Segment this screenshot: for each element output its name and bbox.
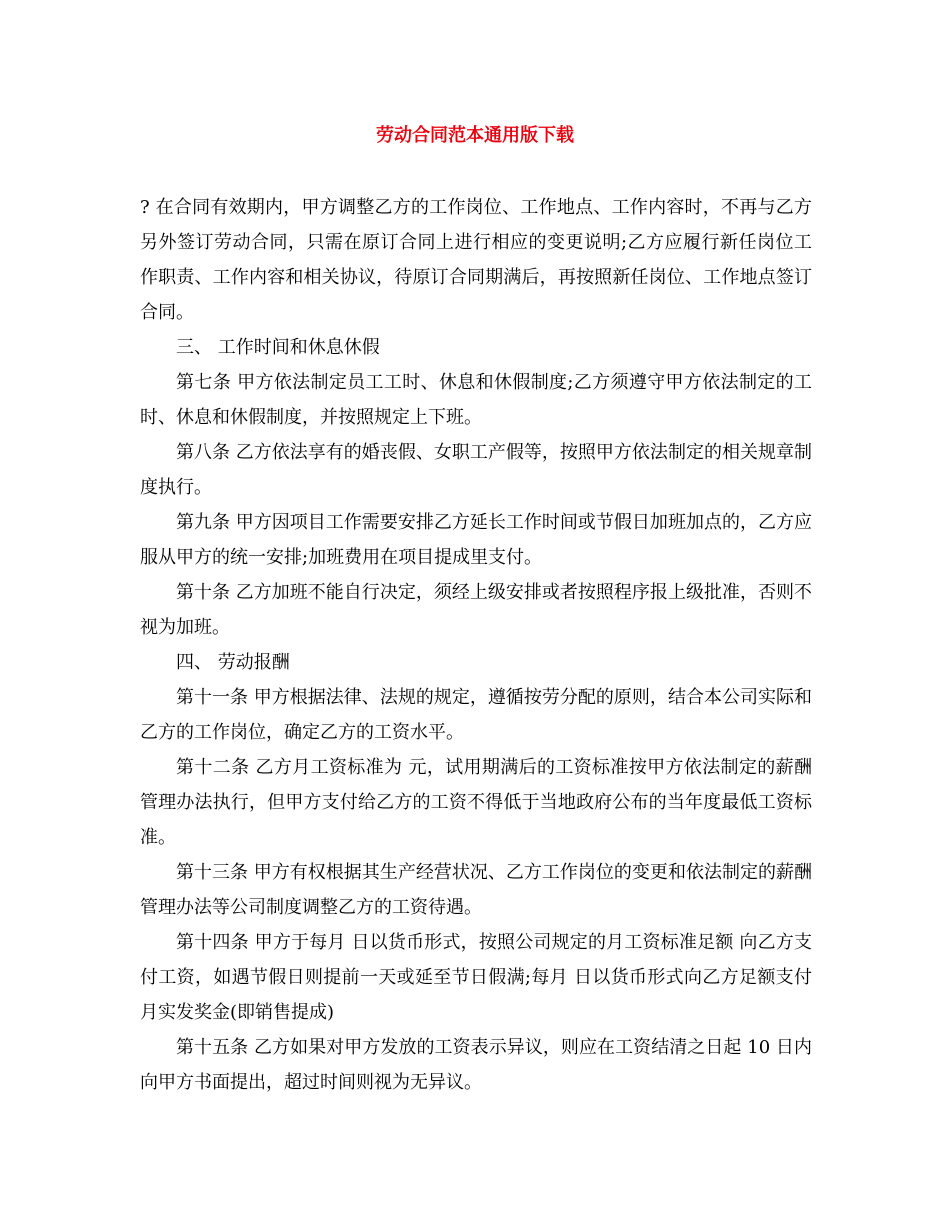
article-12: 第十二条 乙方月工资标准为 元，试用期满后的工资标准按甲方依法制定的薪酬管理办法执行，但甲方支付给乙方的工资不得低于当地政府公布的当年度最低工资标准。 <box>140 757 812 848</box>
document-title: 劳动合同范本通用版下载 <box>376 125 574 146</box>
article-14: 第十四条 甲方于每月 日以货币形式，按照公司规定的月工资标准足额 向乙方支付工资，如遇节假日则提前一天或延至节日假满;每月 日以货币形式向乙方足额支付月实发奖金(即销售提成) <box>140 932 812 1023</box>
article-15: 第十五条 乙方如果对甲方发放的工资表示异议，则应在工资结清之日起 10 日内 向甲方书面提出，超过时间则视为无异议。 <box>140 1037 812 1093</box>
article-10: 第十条 乙方加班不能自行决定，须经上级安排或者按照程序报上级批准，否则不视为加班。 <box>140 582 812 638</box>
article-13: 第十三条 甲方有权根据其生产经营状况、乙方工作岗位的变更和依法制定的薪酬管理办法等公司制度调整乙方的工资待遇。 <box>140 862 812 918</box>
article-11: 第十一条 甲方根据法律、法规的规定，遵循按劳分配的原则，结合本公司实际和 乙方的工作岗位，确定乙方的工资水平。 <box>140 687 812 743</box>
paragraph-position-change: ? 在合同有效期内，甲方调整乙方的工作岗位、工作地点、工作内容时，不再与乙方另外签订劳动合同，只需在原订合同上进行相应的变更说明;乙方应履行新任岗位工作职责、工作内容和相关协议，待原订合同期满后，再按照新任岗位、工作地点签订合同。 <box>140 197 812 323</box>
document-body <box>140 190 812 1100</box>
section-heading-remuneration: 四、 劳动报酬 <box>176 652 290 673</box>
section-heading-working-hours: 三、 工作时间和休息休假 <box>176 337 380 358</box>
article-8: 第八条 乙方依法享有的婚丧假、女职工产假等，按照甲方依法制定的相关规章制度执行。 <box>140 442 812 498</box>
article-9: 第九条 甲方因项目工作需要安排乙方延长工作时间或节假日加班加点的，乙方应服从甲方的统一安排;加班费用在项目提成里支付。 <box>140 512 812 568</box>
article-7: 第七条 甲方依法制定员工工时、休息和休假制度;乙方须遵守甲方依法制定的工时、休息和休假制度，并按照规定上下班。 <box>140 372 812 428</box>
